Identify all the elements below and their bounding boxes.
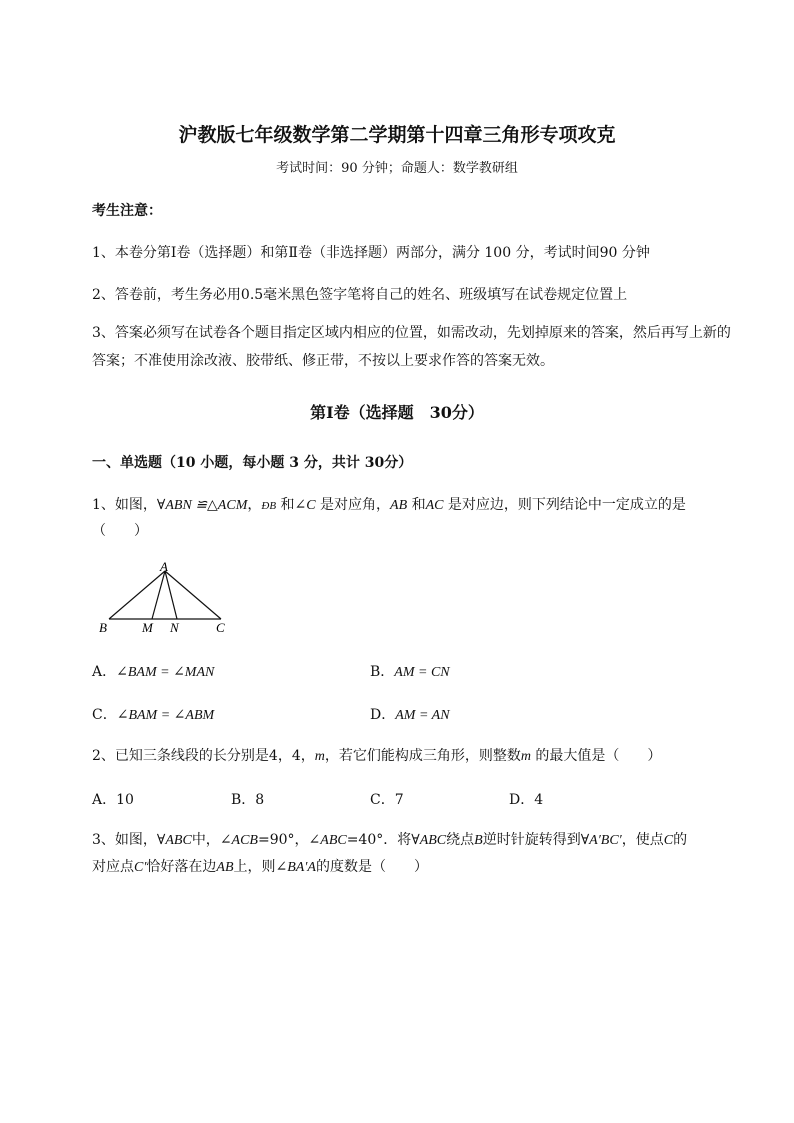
q3-math: ∀ABC [411,833,447,848]
q1-text: ， [247,497,262,513]
label-a: A [160,560,168,574]
q2-text: ，若它们能构成三角形，则整数 [324,748,521,764]
label-c: C [216,620,225,635]
q3-math: AB [216,860,234,875]
q1-text: 1、如图， [92,497,157,513]
q1-angle-b: ÐB [261,500,277,512]
q3-math: C′ [134,860,147,875]
question-3-line-1 [92,829,687,849]
q2-var-m: m [314,749,325,764]
question-3-line-2 [92,856,428,876]
q1-angle-c: ∠C [294,498,316,513]
q3-text: 恰好落在边 [146,859,217,875]
q3-text: 3、如图， [92,832,157,848]
q1-text: 是对应边，则下列结论中一定成立的是 [443,497,686,513]
option-math: AM = AN [395,708,450,723]
q3-math: ∀A′BC′ [580,833,622,848]
option-math: ∠BAM = ∠ABM [116,708,215,723]
q2-option-c: C．7 [370,792,404,808]
q1-option-a [92,661,214,681]
q1-congruence: ∀ABN ≌△ACM [156,498,248,513]
q3-text: 的度数是（ ） [315,859,428,875]
label-m: M [142,620,153,635]
option-letter: D． [370,707,396,723]
q3-text: 中， [191,832,220,848]
page-title: 沪教版七年级数学第二学期第十四章三角形专项攻克 [178,124,616,146]
q3-text: 绕点 [446,832,475,848]
q2-text: 的最大值是（ ） [530,748,662,764]
notice-item-1: 1、本卷分第Ⅰ卷（选择题）和第Ⅱ卷（非选择题）两部分，满分 100 分，考试时间90 分钟 [92,245,650,261]
q1-answer-paren: （ ） [92,523,148,539]
q3-math: ∀ABC [156,833,192,848]
q3-text: 的 [673,832,688,848]
q3-math: ∠BA′A [275,860,316,875]
label-n: N [170,620,179,635]
segment-ab [109,571,165,619]
q1-text: 和 [407,497,426,513]
q1-option-d [370,704,450,724]
q3-text: 上，则 [233,859,276,875]
q3-math: B [474,833,483,848]
exam-info: 考试时间：90 分钟；命题人：数学教研组 [276,161,518,176]
q3-text: =90°， [257,832,309,848]
q1-side-ab: AB [390,498,408,513]
segment-ac [165,571,221,619]
triangle-figure [95,560,235,640]
q1-option-c [92,704,214,724]
option-letter: C． [92,707,117,723]
question-2-stem [92,745,661,765]
option-math: AM = CN [394,665,450,680]
q2-option-b: B．8 [231,792,265,808]
section-title: 第Ⅰ卷（选择题 30分） [310,403,484,422]
q3-text: ，使点 [621,832,664,848]
q3-math: ∠ACB [219,833,258,848]
q1-text: 和 [276,497,295,513]
q3-math: C [663,833,674,848]
q3-math: ∠ABC [308,833,347,848]
q3-text: 逆时针旋转得到 [482,832,581,848]
q2-option-d: D．4 [509,792,544,808]
notice-heading: 考生注意： [92,203,162,219]
segment-an [165,571,177,619]
segment-am [152,571,165,619]
q1-option-b [370,661,450,681]
notice-item-2: 2、答卷前，考生务必用0.5毫米黑色签字笔将自己的姓名、班级填写在试卷规定位置上 [92,287,628,303]
q1-side-ac: AC [425,498,444,513]
notice-item-3: 3、答案必须写在试卷各个题目指定区域内相应的位置，如需改动，先划掉原来的答案，然后再写上新的答案；不准使用涂改液、胶带纸、修正带，不按以上要求作答的答案无效。 [92,325,731,369]
label-b: B [99,620,107,635]
q2-var-m: m [520,749,531,764]
q3-text: 对应点 [92,859,134,875]
q1-text: 是对应角， [315,497,391,513]
q2-text: 2、已知三条线段的长分别是4，4， [92,748,315,764]
option-letter: B． [370,664,395,680]
part-title: 一、单选题（10 小题，每小题 3 分，共计 30分） [92,455,413,471]
q2-option-a: A．10 [92,792,134,808]
question-1-stem [92,494,686,514]
option-letter: A． [92,664,117,680]
option-math: ∠BAM = ∠MAN [116,665,215,680]
q3-text: =40°．将 [346,832,412,848]
